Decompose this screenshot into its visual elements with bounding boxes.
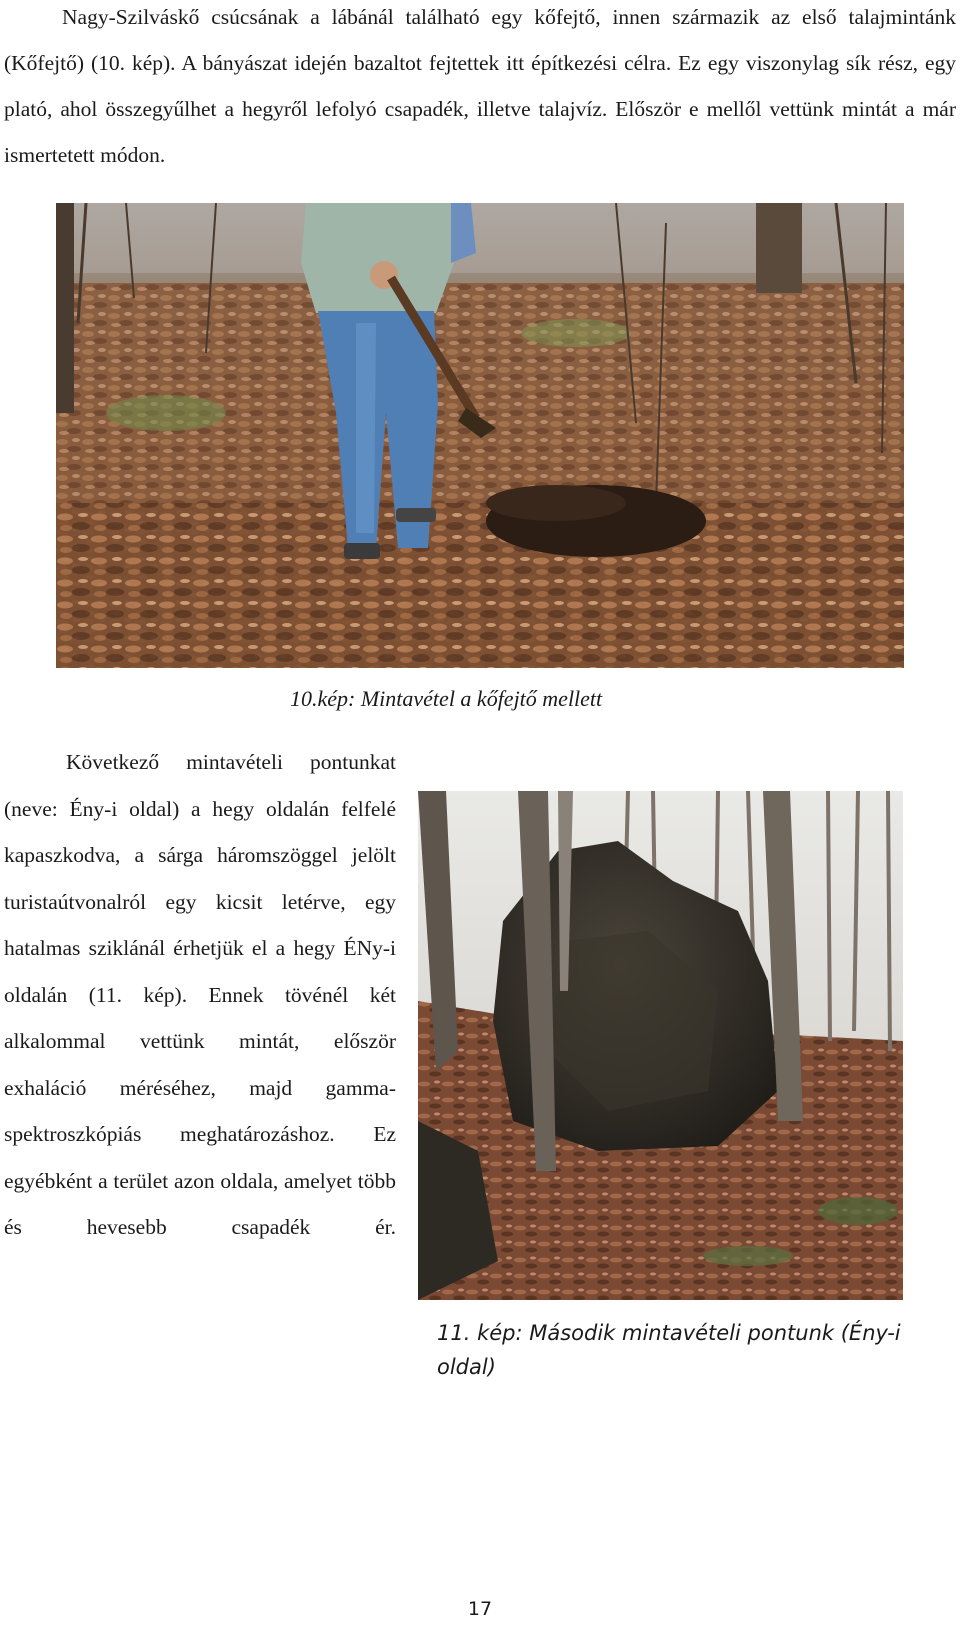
- figure-11-caption: 11. kép: Második mintavételi pontunk (Ény-i oldal): [437, 1321, 901, 1379]
- second-paragraph: [4, 739, 396, 1251]
- page-number: 17: [467, 1598, 493, 1620]
- second-paragraph-body: pontunkat (neve: Ény-i oldal) a hegy oldalán felfelé kapaszkodva, a sárga háromszöggel jelölt turistaútvonalról egy kicsit letérve, egy hatalmas sziklánál érhetjük el a hegy ÉNy-i oldalán (11. kép). Ennek tövénél két alkalommal vettünk mintát, először exhaláció méréséhez, majd gamma-spektroszkópiás meghatározáshoz. Ez egyébként a terület azon oldala, amelyet több és hevesebb csapadék ér.: [4, 750, 396, 1239]
- intro-paragraph: Nagy-Szilváskő csúcsának a lábánál található egy kőfejtő, innen származik az első talajmintánk (Kőfejtő) (10. kép). A bányászat idején bazaltot fejtettek itt építkezési célra. Ez egy viszonylag sík rész, egy plató, ahol összegyűlhet a hegyről lefolyó csapadék, illetve talajvíz. Először e mellől vettünk mintát a már ismertetett módon.: [4, 5, 956, 167]
- forest-digging-image: [56, 203, 904, 668]
- figure-11-photo: [418, 791, 903, 1300]
- forest-rock-image: [418, 791, 903, 1300]
- figure-10-caption: 10.kép: Mintavétel a kőfejtő mellett: [290, 686, 603, 711]
- figure-10-photo: [56, 203, 904, 668]
- second-paragraph-first-words: Következő mintavételi: [66, 750, 283, 774]
